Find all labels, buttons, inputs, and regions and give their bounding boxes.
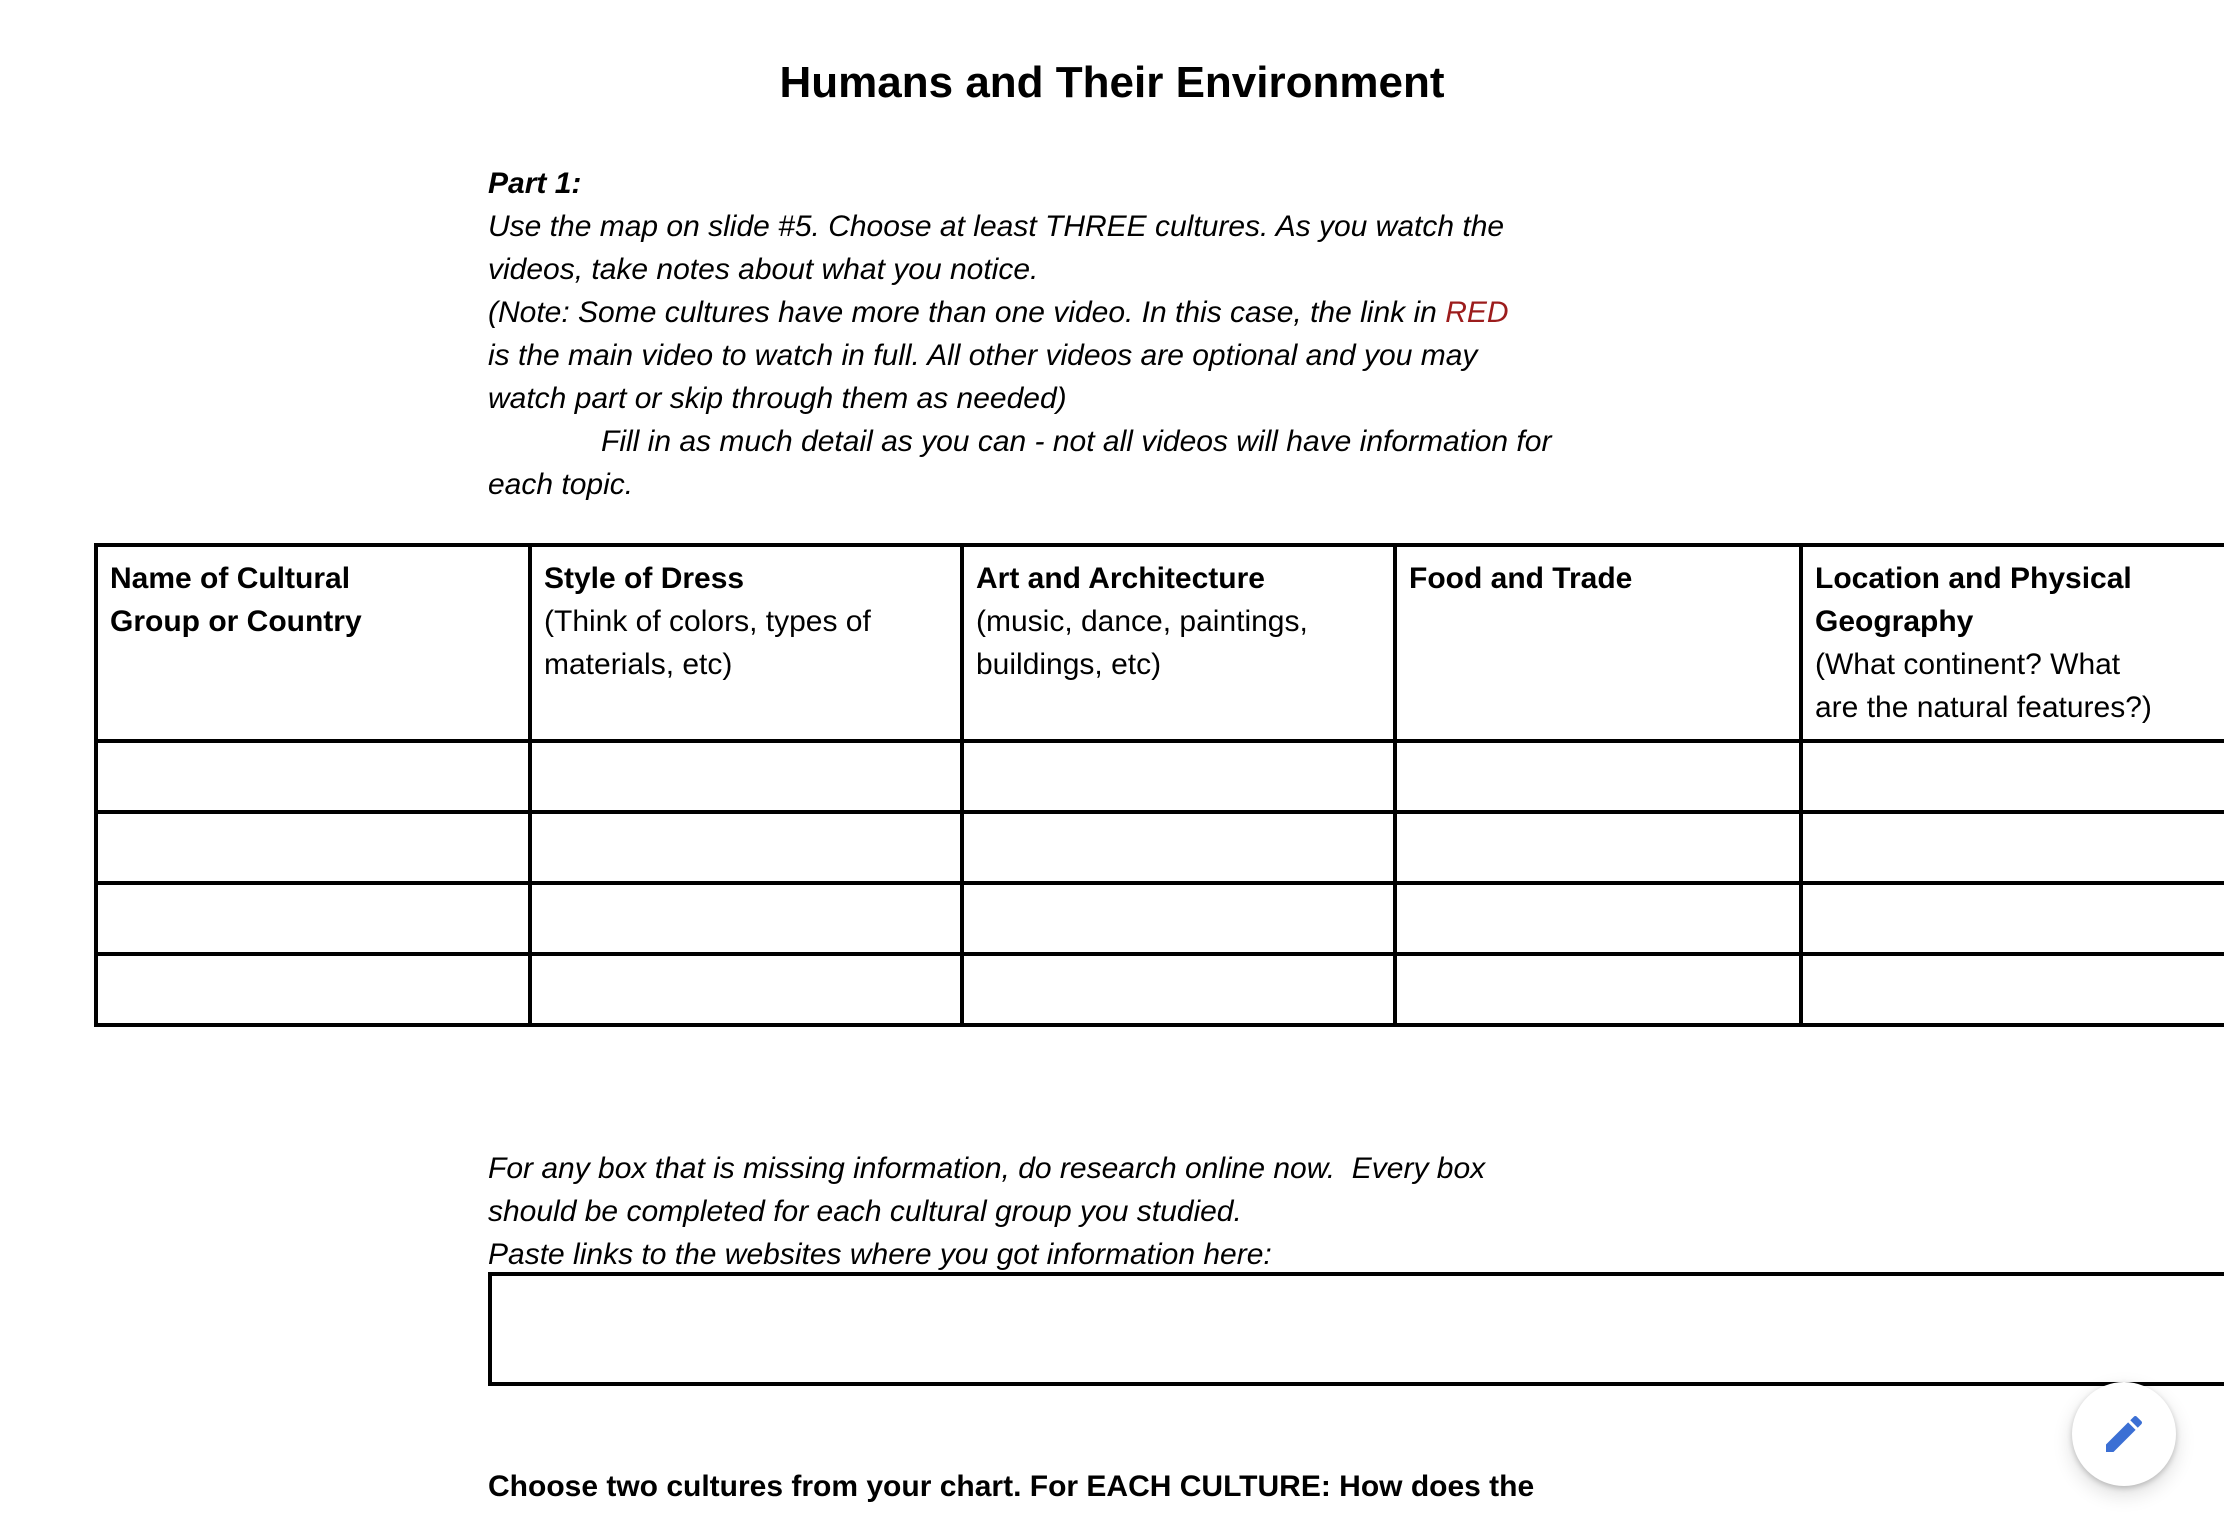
research-line: For any box that is missing information, do research online now. Every box: [488, 1152, 1486, 1185]
header-cell-style-of-dress[interactable]: [530, 545, 962, 741]
header-cell-art-architecture[interactable]: [962, 545, 1395, 741]
part1-label: Part 1:: [488, 167, 582, 200]
table-cell[interactable]: [962, 954, 1395, 1025]
table-row: [96, 883, 2224, 954]
table-cell[interactable]: [1801, 883, 2224, 954]
table-cell[interactable]: [962, 883, 1395, 954]
intro-fill-line: each topic.: [488, 468, 634, 501]
table-cell[interactable]: [1801, 741, 2224, 812]
column-subtitle: materials, etc): [544, 648, 733, 681]
intro-fill-line: Fill in as much detail as you can - not all videos will have information for: [601, 425, 1552, 458]
table-cell[interactable]: [1801, 812, 2224, 883]
intro-line: videos, take notes about what you notice.: [488, 253, 1039, 286]
note-prefix: (Note: Some cultures have more than one video. In this case, the link in: [488, 296, 1446, 329]
intro-note-line: watch part or skip through them as needed): [488, 382, 1067, 415]
table-cell[interactable]: [962, 812, 1395, 883]
table-row: [96, 741, 2224, 812]
links-input-box[interactable]: [488, 1272, 2224, 1386]
table-cell[interactable]: [96, 812, 530, 883]
table-cell[interactable]: [1801, 954, 2224, 1025]
table-row: [96, 954, 2224, 1025]
table-row: [96, 812, 2224, 883]
column-title: Food and Trade: [1409, 562, 1633, 595]
column-title: Location and Physical: [1815, 562, 2132, 595]
column-subtitle: (Think of colors, types of: [544, 605, 871, 638]
research-instructions: [488, 1147, 1485, 1276]
pencil-edit-icon: [2100, 1410, 2148, 1458]
intro-note-line: [488, 291, 1551, 334]
intro-line: Use the map on slide #5. Choose at least THREE cultures. As you watch the: [488, 210, 1505, 243]
table-cell[interactable]: [96, 741, 530, 812]
research-line: Paste links to the websites where you got information here:: [488, 1238, 1272, 1271]
column-subtitle: are the natural features?): [1815, 691, 2152, 724]
table-cell[interactable]: [96, 954, 530, 1025]
table-cell[interactable]: [1395, 812, 1801, 883]
column-title: Geography: [1815, 605, 1974, 638]
red-highlight-word: RED: [1445, 296, 1509, 329]
column-subtitle: (music, dance, paintings,: [976, 605, 1308, 638]
table-cell[interactable]: [530, 883, 962, 954]
column-title: Name of Cultural: [110, 562, 351, 595]
edit-fab-button[interactable]: [2072, 1382, 2176, 1486]
column-title: Style of Dress: [544, 562, 745, 595]
table-cell[interactable]: [96, 883, 530, 954]
research-line: should be completed for each cultural group you studied.: [488, 1195, 1242, 1228]
table-cell[interactable]: [530, 954, 962, 1025]
header-cell-cultural-group[interactable]: [96, 545, 530, 741]
column-subtitle: (What continent? What: [1815, 648, 2121, 681]
table-cell[interactable]: [1395, 741, 1801, 812]
column-title: Group or Country: [110, 605, 362, 638]
table-cell[interactable]: [530, 741, 962, 812]
header-cell-location-geography[interactable]: [1801, 545, 2224, 741]
column-title: Art and Architecture: [976, 562, 1265, 595]
table-header-row: [96, 545, 2224, 741]
intro-paragraphs: [488, 162, 1551, 506]
page-title: Humans and Their Environment: [779, 58, 1445, 107]
header-cell-food-trade[interactable]: [1395, 545, 1801, 741]
table-cell[interactable]: [962, 741, 1395, 812]
column-subtitle: buildings, etc): [976, 648, 1162, 681]
intro-note-line: is the main video to watch in full. All other videos are optional and you may: [488, 339, 1478, 372]
table-cell[interactable]: [1395, 954, 1801, 1025]
table-cell[interactable]: [1395, 883, 1801, 954]
culture-notes-table: [94, 543, 2224, 1027]
part2-prompt-text: Choose two cultures from your chart. For EACH CULTURE: How does the: [488, 1470, 1535, 1503]
table-cell[interactable]: [530, 812, 962, 883]
